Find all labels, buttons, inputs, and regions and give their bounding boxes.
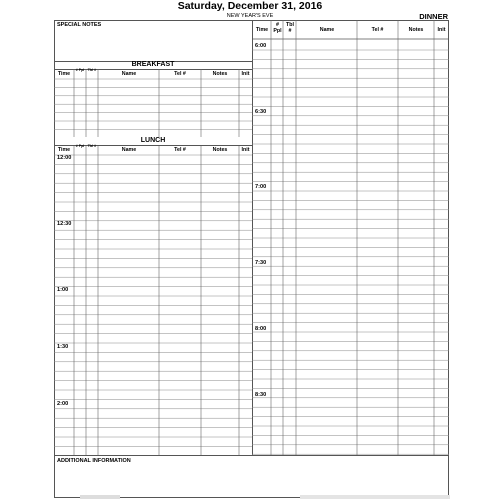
page-title: Saturday, December 31, 2016 [177,0,323,12]
breakfast-col-tel: Tel # [174,71,186,77]
dinner-time-700: 7:00 [255,184,267,190]
breakfast-title: BREAKFAST [131,61,175,68]
lunch-title: LUNCH [140,137,166,144]
dinner-col-notes: Notes [408,27,424,33]
dinner-label: DINNER [419,12,448,21]
lunch-col-ppl: # Ppl [75,144,85,148]
dinner-col-init: Init [437,27,446,33]
dinner-col-ppl: # Ppl [273,22,282,34]
footer-left-mark [80,495,120,499]
dinner-time-630: 6:30 [255,109,267,115]
dinner-col-tbl: Tbl # [286,22,294,34]
lunch-col-time: Time [57,147,71,153]
lunch-time-1230: 12:30 [57,221,72,227]
lunch-time-1200: 12:00 [57,155,72,161]
breakfast-col-time: Time [57,71,71,77]
lunch-col-tbl: Tbl # [87,144,97,148]
lunch-col-tel: Tel # [174,147,186,153]
special-notes-label: SPECIAL NOTES [57,22,102,28]
breakfast-col-init: Init [241,71,250,77]
breakfast-col-tbl: Tbl # [87,68,97,72]
page-subtitle: NEW YEAR'S EVE [226,13,274,19]
additional-info-divider [54,455,449,456]
lunch-col-notes: Notes [212,147,228,153]
dinner-time-800: 8:00 [255,326,267,332]
section-divider [252,20,253,455]
lunch-time-130: 1:30 [57,344,69,350]
breakfast-col-ppl: # Ppl [75,68,85,72]
breakfast-col-notes: Notes [212,71,228,77]
dinner-col-time: Time [255,27,269,33]
dinner-time-600: 6:00 [255,43,267,49]
dinner-time-830: 8:30 [255,392,267,398]
dinner-col-name: Name [319,27,335,33]
dinner-col-tel: Tel # [371,27,384,33]
additional-info-label: ADDITIONAL INFORMATION [57,458,131,464]
lunch-time-100: 1:00 [57,287,69,293]
breakfast-col-name: Name [121,71,137,77]
lunch-col-init: Init [241,147,250,153]
lunch-col-name: Name [121,147,137,153]
lunch-time-200: 2:00 [57,401,69,407]
footer-right-mark [300,495,450,499]
dinner-time-730: 7:30 [255,260,267,266]
